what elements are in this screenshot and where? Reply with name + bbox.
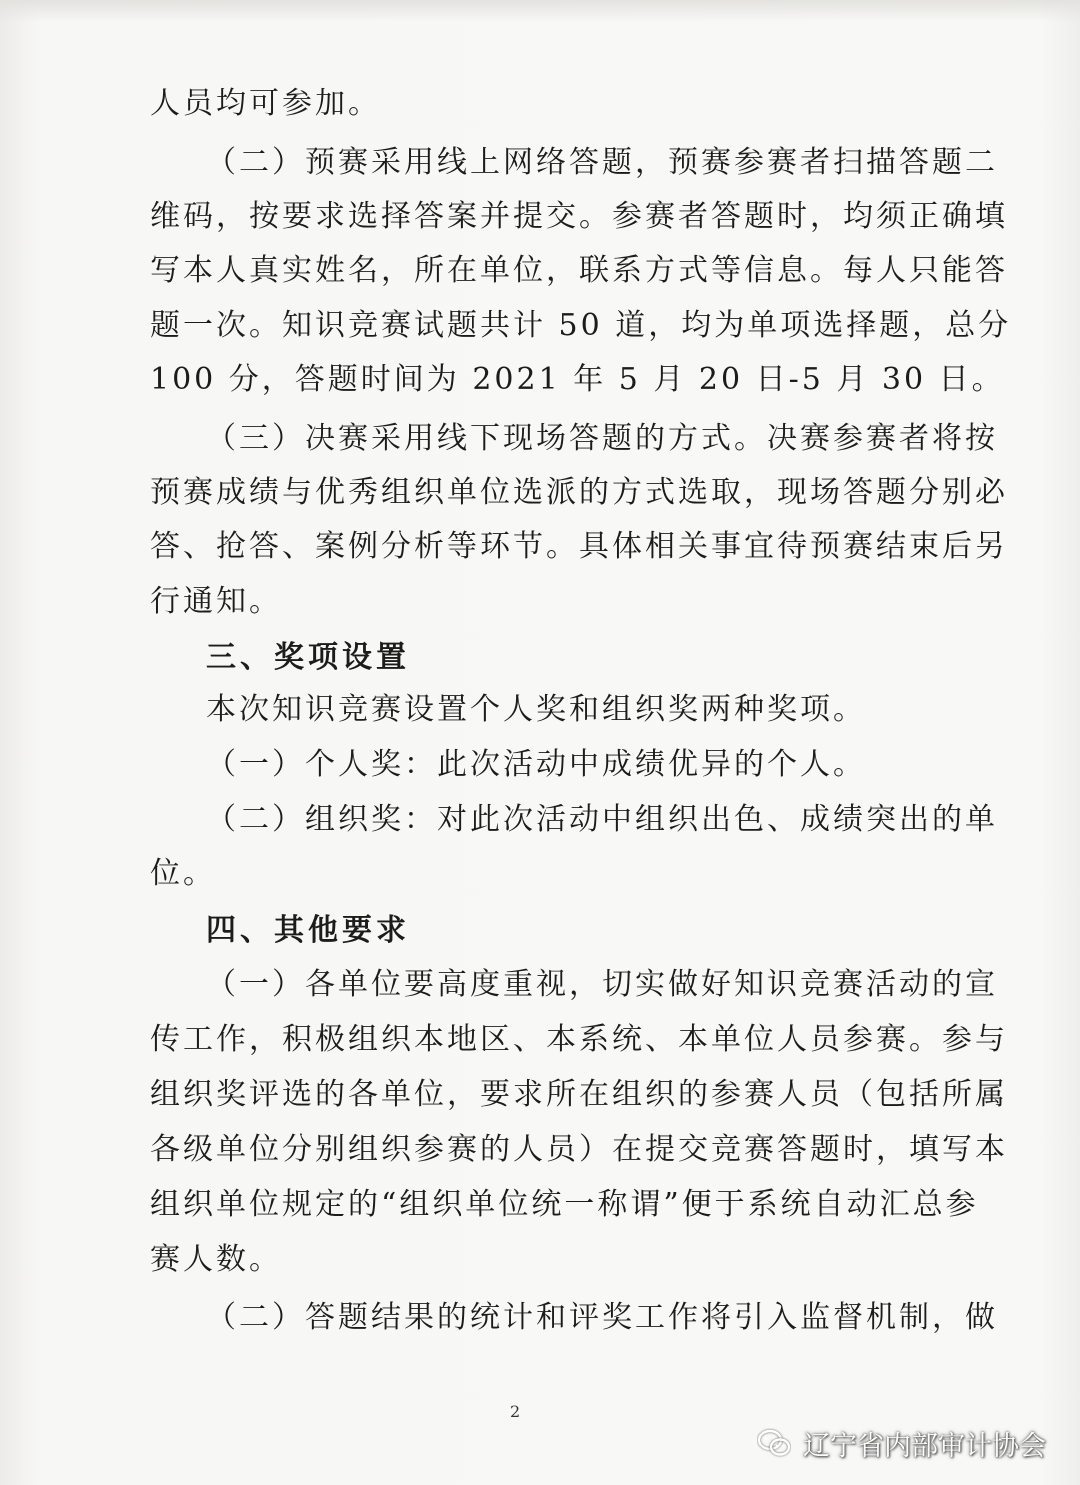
text-line: 组织奖评选的各单位，要求所在组织的参赛人员（包括所属 (150, 1077, 1008, 1112)
text-line: 各级单位分别组织参赛的人员）在提交竞赛答题时，填写本 (150, 1132, 1008, 1167)
text-line: 人员均可参加。 (150, 86, 381, 121)
text-line: （二）答题结果的统计和评奖工作将引入监督机制，做 (206, 1300, 998, 1335)
text-line: 题一次。知识竞赛试题共计 50 道，均为单项选择题，总分 (150, 308, 1012, 343)
text-line: （三）决赛采用线下现场答题的方式。决赛参赛者将按 (206, 421, 998, 456)
page-number: 2 (510, 1402, 521, 1421)
watermark-text: 辽宁省内部审计协会 (803, 1430, 1046, 1462)
text-line: 维码，按要求选择答案并提交。参赛者答题时，均须正确填 (150, 199, 1008, 234)
watermark (757, 1424, 1046, 1462)
wechat-icon (757, 1428, 791, 1458)
text-line: （二）预赛采用线上网络答题，预赛参赛者扫描答题二 (206, 145, 998, 180)
text-line: （二）组织奖：对此次活动中组织出色、成绩突出的单 (206, 802, 998, 837)
text-line: 答、抢答、案例分析等环节。具体相关事宜待预赛结束后另 (150, 529, 1008, 564)
section-heading: 四、其他要求 (206, 913, 410, 948)
scan-shadow (0, 0, 1080, 22)
text-line: 组织单位规定的“组织单位统一称谓”便于系统自动汇总参 (150, 1187, 979, 1222)
text-line: 预赛成绩与优秀组织单位选派的方式选取，现场答题分别必 (150, 475, 1008, 510)
text-line: 本次知识竞赛设置个人奖和组织奖两种奖项。 (206, 692, 866, 727)
text-line: （一）个人奖：此次活动中成绩优异的个人。 (206, 747, 866, 782)
text-line: 100 分，答题时间为 2021 年 5 月 20 日-5 月 30 日。 (150, 362, 1005, 397)
text-line: （一）各单位要高度重视，切实做好知识竞赛活动的宣 (206, 967, 998, 1002)
text-line: 位。 (150, 856, 216, 891)
text-line: 行通知。 (150, 584, 282, 619)
text-line: 传工作，积极组织本地区、本系统、本单位人员参赛。参与 (150, 1022, 1008, 1057)
text-line: 写本人真实姓名，所在单位，联系方式等信息。每人只能答 (150, 253, 1008, 288)
section-heading: 三、奖项设置 (206, 640, 410, 675)
text-line: 赛人数。 (150, 1242, 282, 1277)
